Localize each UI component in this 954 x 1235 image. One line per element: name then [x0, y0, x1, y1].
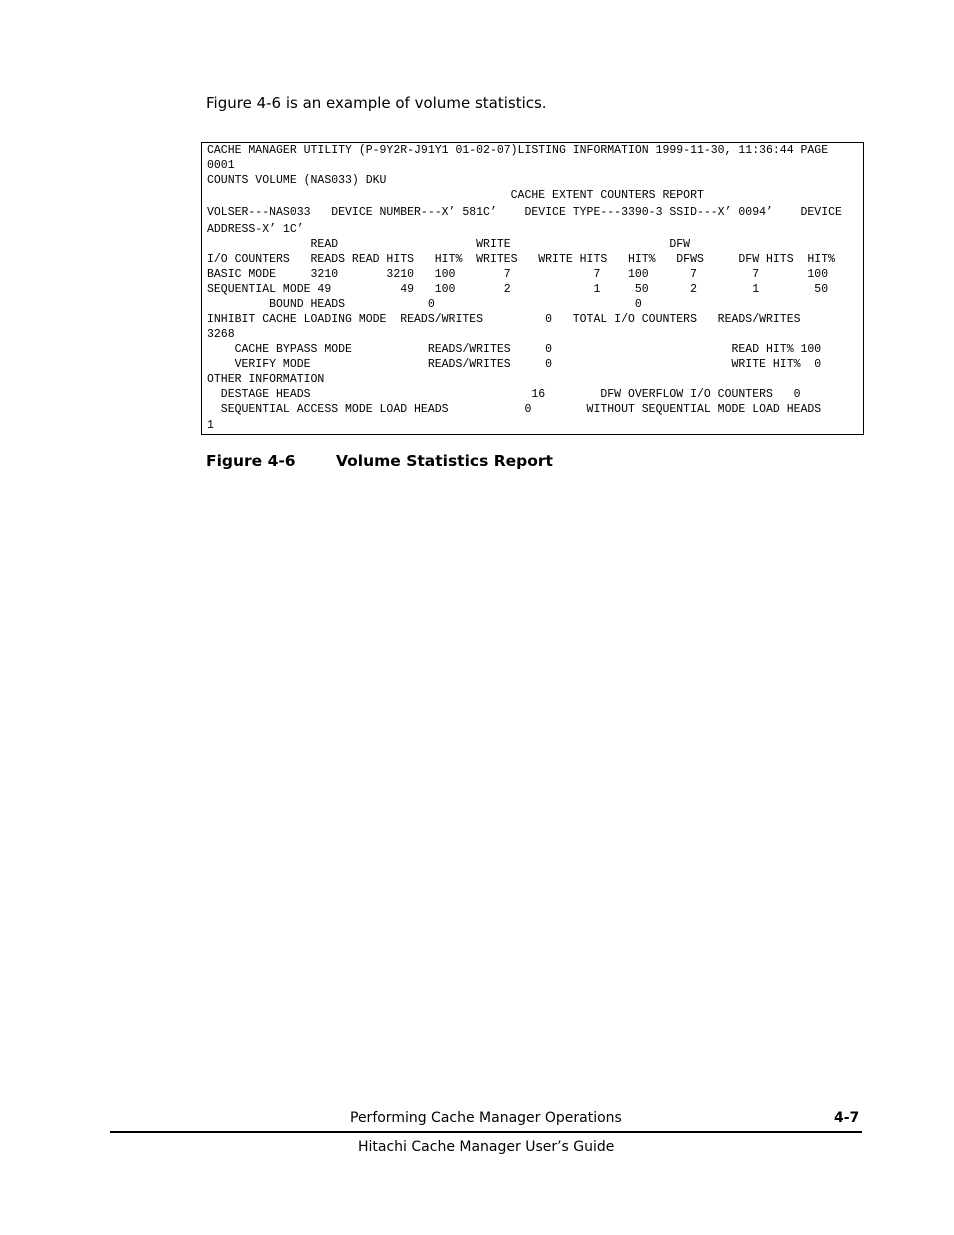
listing-line: BASIC MODE 3210 3210 100 7 7 100 7 7 100 [207, 268, 829, 281]
listing-line: CACHE EXTENT COUNTERS REPORT [207, 189, 704, 202]
listing-line: CACHE BYPASS MODE READS/WRITES 0 READ HIT% 100 [207, 343, 822, 356]
page-number: 4-7 [834, 1110, 860, 1126]
listing-line: CACHE MANAGER UTILITY (P-9Y2R-J91Y1 01-02-07)LISTING INFORMATION 1999-11-30, 11:36:44 PAGE [207, 144, 829, 157]
intro-paragraph: Figure 4-6 is an example of volume statistics. [206, 94, 547, 112]
listing-line: DESTAGE HEADS 16 DFW OVERFLOW I/O COUNTERS 0 [207, 388, 801, 401]
listing-line: OTHER INFORMATION [207, 373, 325, 386]
listing-line: 0001 [207, 159, 235, 172]
listing-line: COUNTS VOLUME (NAS033) DKU [207, 174, 387, 187]
figure-title: Volume Statistics Report [336, 452, 553, 470]
footer-section-title: Performing Cache Manager Operations [350, 1110, 622, 1126]
figure-number: Figure 4-6 [206, 452, 296, 470]
listing-line: VOLSER---NAS033 DEVICE NUMBER---X’ 581C’ DEVICE TYPE---3390-3 SSID---X’ 0094’ DEVICE [207, 206, 842, 219]
listing-line: READ WRITE DFW [207, 238, 691, 251]
volume-statistics-listing [201, 142, 864, 435]
footer-divider [110, 1131, 862, 1133]
listing-line: ADDRESS-X’ 1C’ [207, 223, 304, 236]
listing-line: BOUND HEADS 0 0 [207, 298, 642, 311]
footer-book-title: Hitachi Cache Manager User’s Guide [358, 1139, 615, 1155]
listing-line: VERIFY MODE READS/WRITES 0 WRITE HIT% 0 [207, 358, 822, 371]
listing-line: SEQUENTIAL MODE 49 49 100 2 1 50 2 1 50 [207, 283, 829, 296]
listing-line: 1 [207, 419, 214, 432]
listing-line: I/O COUNTERS READS READ HITS HIT% WRITES WRITE HITS HIT% DFWS DFW HITS HIT% [207, 253, 836, 266]
listing-line: INHIBIT CACHE LOADING MODE READS/WRITES 0 TOTAL I/O COUNTERS READS/WRITES [207, 313, 801, 326]
listing-line: SEQUENTIAL ACCESS MODE LOAD HEADS 0 WITHOUT SEQUENTIAL MODE LOAD HEADS [207, 403, 822, 416]
listing-line: 3268 [207, 328, 235, 341]
